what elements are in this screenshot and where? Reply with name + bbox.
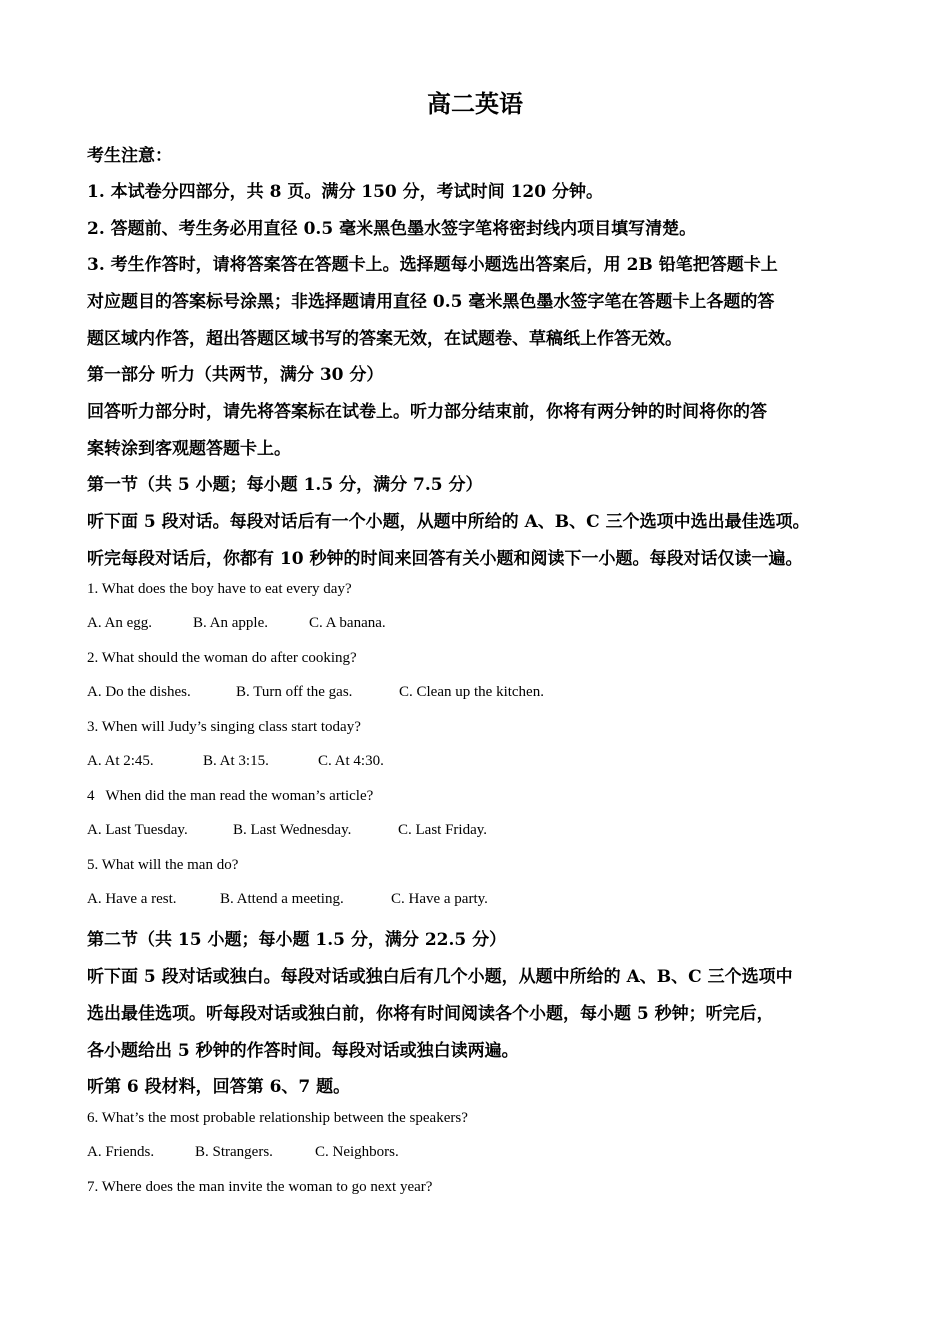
question-5: 5. What will the man do? [87,857,239,873]
q4-option-b: B. Last Wednesday. [233,822,352,838]
question-7: 7. Where does the man invite the woman to go next year? [87,1179,433,1195]
q3-option-a: A. At 2:45. [87,753,154,769]
q2-option-c: C. Clean up the kitchen. [399,684,544,700]
q2-option-b: B. Turn off the gas. [236,684,353,700]
notice-item-3-end: 题区域内作答，超出答题区域书写的答案无效，在试题卷、草稿纸上作答无效。 [87,329,682,349]
notice-heading: 考生注意： [87,146,172,166]
question-6: 6. What’s the most probable relationship between the speakers? [87,1110,468,1126]
question-2: 2. What should the woman do after cooking? [87,650,357,666]
part1-intro-2: 案转涂到客观题答题卡上。 [87,439,291,459]
question-1: 1. What does the boy have to eat every day? [87,581,352,597]
part1-intro-1: 回答听力部分时，请先将答案标在试卷上。听力部分结束前，你将有两分钟的时间将你的答 [87,402,767,422]
section2-intro-2: 选出最佳选项。听每段对话或独白前，你将有时间阅读各个小题，每小题 5 秒钟；听完后， [87,1004,774,1024]
q4-option-c: C. Last Friday. [398,822,488,838]
section2-heading: 第二节（共 15 小题；每小题 1.5 分，满分 22.5 分） [87,930,507,950]
part1-heading: 第一部分 听力（共两节，满分 30 分） [87,365,384,385]
q5-option-a: A. Have a rest. [87,891,177,907]
notice-item-2: 2. 答题前、考生务必用直径 0.5 毫米黑色墨水签字笔将密封线内项目填写清楚。 [87,219,697,239]
section1-heading: 第一节（共 5 小题；每小题 1.5 分，满分 7.5 分） [87,475,483,495]
question-4: 4 When did the man read the woman’s article? [87,788,374,804]
q5-option-c: C. Have a party. [391,891,488,907]
notice-item-3: 3. 考生作答时，请将答案答在答题卡上。选择题每小题选出答案后，用 2B 铅笔把答题卡上 [87,255,778,275]
q1-option-a: A. An egg. [87,615,152,631]
q6-option-a: A. Friends. [87,1144,155,1160]
q1-option-c: C. A banana. [309,615,386,631]
q3-option-b: B. At 3:15. [203,753,269,769]
question-3: 3. When will Judy’s singing class start today? [87,719,361,735]
section2-intro-1: 听下面 5 段对话或独白。每段对话或独白后有几个小题，从题中所给的 A、B、C 三个选项中 [87,967,793,987]
q4-option-a: A. Last Tuesday. [87,822,188,838]
material-heading: 听第 6 段材料，回答第 6、7 题。 [87,1077,351,1097]
notice-item-3-cont: 对应题目的答案标号涂黑；非选择题请用直径 0.5 毫米黑色墨水签字笔在答题卡上各题的答 [87,292,775,312]
q5-option-b: B. Attend a meeting. [220,891,344,907]
section2-intro-3: 各小题给出 5 秒钟的作答时间。每段对话或独白读两遍。 [87,1041,519,1061]
section1-intro-2: 听完每段对话后，你都有 10 秒钟的时间来回答有关小题和阅读下一小题。每段对话仅读一遍。 [87,549,803,569]
q3-option-c: C. At 4:30. [318,753,384,769]
notice-item-1: 1. 本试卷分四部分，共 8 页。满分 150 分，考试时间 120 分钟。 [87,182,603,202]
page-title: 高二英语 [427,89,523,118]
q6-option-c: C. Neighbors. [315,1144,399,1160]
section1-intro-1: 听下面 5 段对话。每段对话后有一个小题，从题中所给的 A、B、C 三个选项中选出最佳选项。 [87,512,810,532]
q2-option-a: A. Do the dishes. [87,684,191,700]
q1-option-b: B. An apple. [193,615,268,631]
q6-option-b: B. Strangers. [195,1144,273,1160]
